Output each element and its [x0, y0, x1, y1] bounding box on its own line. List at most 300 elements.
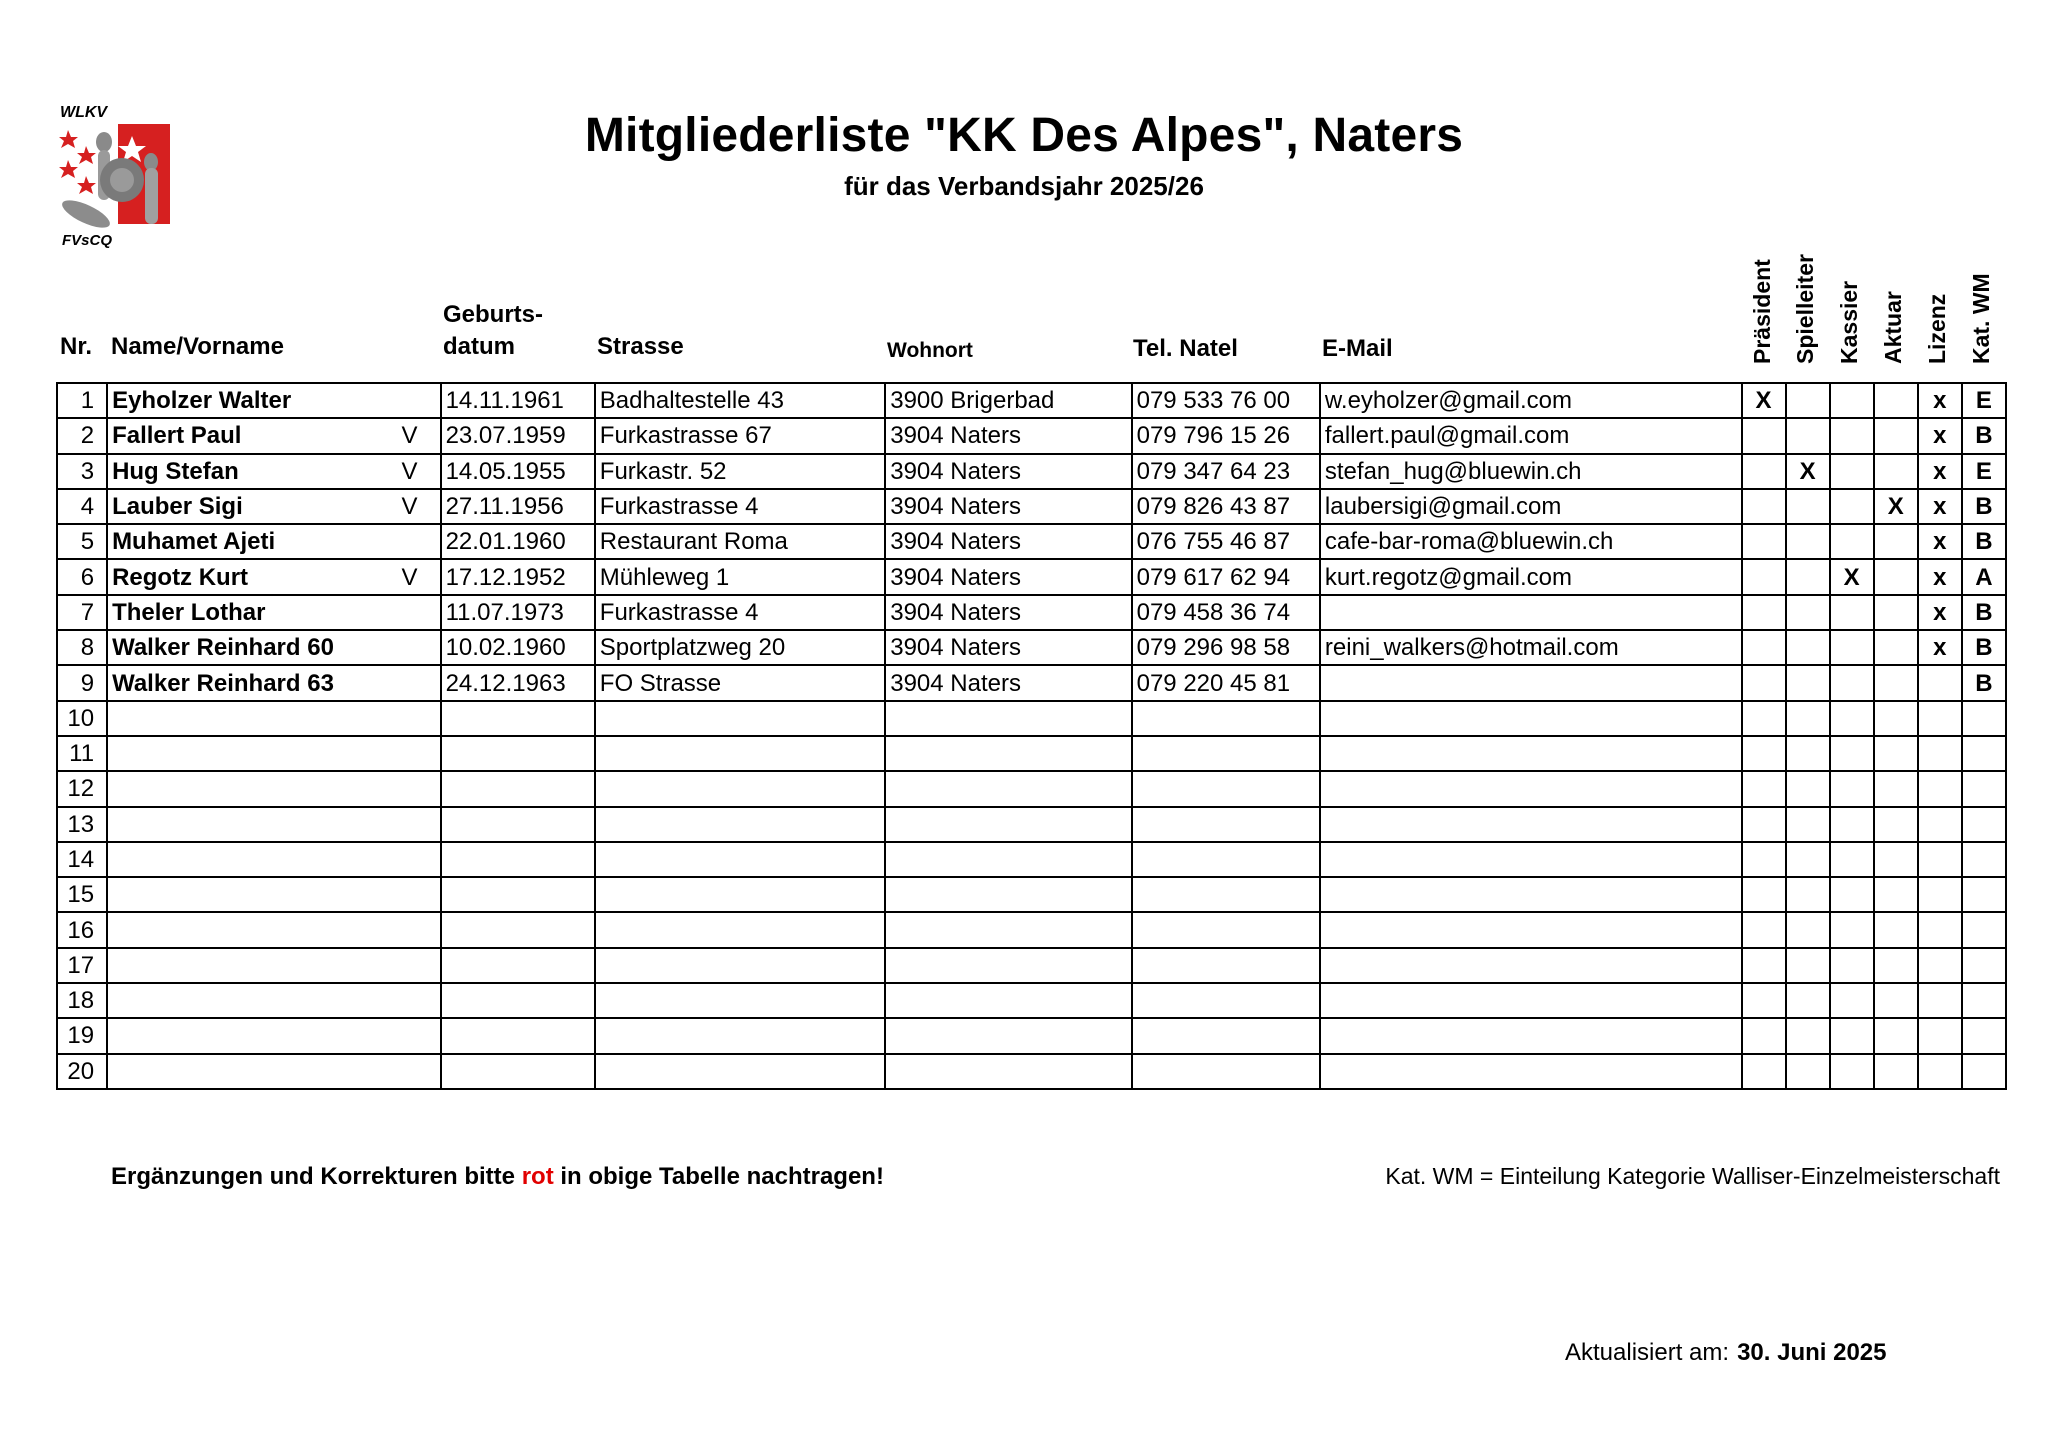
cell-praesident — [1742, 842, 1786, 877]
cell-spielleiter — [1786, 665, 1830, 700]
cell-strasse: Furkastrasse 4 — [595, 595, 885, 630]
cell-wohnort: 3904 Naters — [885, 559, 1131, 594]
cell-spielleiter — [1786, 912, 1830, 947]
cell-spielleiter — [1786, 418, 1830, 453]
table-row — [57, 1054, 2006, 1089]
cell-lizenz — [1918, 771, 1962, 806]
table-row — [57, 807, 2006, 842]
cell-wohnort — [885, 701, 1131, 736]
cell-aktuar — [1874, 807, 1918, 842]
cell-strasse — [595, 877, 885, 912]
cell-nr: 11 — [57, 736, 107, 771]
cell-aktuar: X — [1874, 489, 1918, 524]
cell-katwm — [1962, 1054, 2006, 1089]
cell-geburtsdatum: 11.07.1973 — [441, 595, 595, 630]
logo-top-text: WLKV — [60, 104, 108, 121]
cell-lizenz — [1918, 842, 1962, 877]
cell-lizenz — [1918, 736, 1962, 771]
member-name: Walker Reinhard 63 — [112, 669, 334, 697]
header-email: E-Mail — [1322, 335, 1393, 362]
cell-katwm — [1962, 948, 2006, 983]
cell-name — [107, 630, 441, 665]
cell-geburtsdatum: 17.12.1952 — [441, 559, 595, 594]
cell-kassier — [1830, 595, 1874, 630]
header-geburt-line1: Geburts- — [443, 301, 544, 328]
cell-geburtsdatum — [441, 842, 595, 877]
table-row — [57, 701, 2006, 736]
header-nr: Nr. — [60, 333, 93, 360]
cell-email — [1320, 1018, 1742, 1053]
cell-strasse: Furkastrasse 4 — [595, 489, 885, 524]
cell-email: reini_walkers@hotmail.com — [1320, 630, 1742, 665]
cell-katwm — [1962, 983, 2006, 1018]
table-row — [57, 771, 2006, 806]
cell-tel: 079 458 36 74 — [1132, 595, 1320, 630]
cell-email — [1320, 771, 1742, 806]
cell-nr: 15 — [57, 877, 107, 912]
header-strasse: Strasse — [597, 333, 684, 360]
cell-wohnort: 3904 Naters — [885, 665, 1131, 700]
table-row — [57, 1018, 2006, 1053]
cell-aktuar — [1874, 1018, 1918, 1053]
cell-geburtsdatum — [441, 701, 595, 736]
cell-tel — [1132, 701, 1320, 736]
cell-strasse — [595, 807, 885, 842]
cell-kassier — [1830, 807, 1874, 842]
cell-name — [107, 1054, 441, 1089]
cell-aktuar — [1874, 877, 1918, 912]
cell-nr: 5 — [57, 524, 107, 559]
cell-aktuar — [1874, 559, 1918, 594]
cell-lizenz — [1918, 948, 1962, 983]
cell-praesident — [1742, 418, 1786, 453]
cell-geburtsdatum — [441, 1054, 595, 1089]
cell-geburtsdatum: 14.05.1955 — [441, 454, 595, 489]
cell-tel — [1132, 1018, 1320, 1053]
cell-geburtsdatum: 22.01.1960 — [441, 524, 595, 559]
member-name: Muhamet Ajeti — [112, 528, 276, 556]
cell-praesident — [1742, 877, 1786, 912]
cell-strasse: Furkastr. 52 — [595, 454, 885, 489]
cell-name — [107, 842, 441, 877]
cell-spielleiter — [1786, 842, 1830, 877]
cell-strasse — [595, 771, 885, 806]
cell-email — [1320, 912, 1742, 947]
cell-email — [1320, 877, 1742, 912]
cell-lizenz — [1918, 1054, 1962, 1089]
cell-email — [1320, 1054, 1742, 1089]
cell-tel: 079 347 64 23 — [1132, 454, 1320, 489]
cell-wohnort — [885, 1054, 1131, 1089]
cell-tel: 079 533 76 00 — [1132, 383, 1320, 418]
cell-strasse: Restaurant Roma — [595, 524, 885, 559]
table-row — [57, 524, 2006, 559]
cell-lizenz: x — [1918, 630, 1962, 665]
cell-strasse: Furkastrasse 67 — [595, 418, 885, 453]
cell-lizenz: x — [1918, 418, 1962, 453]
cell-strasse — [595, 912, 885, 947]
cell-nr: 6 — [57, 559, 107, 594]
cell-spielleiter — [1786, 489, 1830, 524]
cell-katwm — [1962, 807, 2006, 842]
cell-tel: 079 617 62 94 — [1132, 559, 1320, 594]
page-title: Mitgliederliste "KK Des Alpes", Naters — [584, 109, 1464, 162]
kat-wm-legend: Kat. WM = Einteilung Kategorie Walliser-Einzelmeisterschaft — [1385, 1163, 2000, 1189]
table-row — [57, 383, 2006, 418]
cell-tel: 076 755 46 87 — [1132, 524, 1320, 559]
table-row — [57, 983, 2006, 1018]
updated-date: 30. Juni 2025 — [1737, 1339, 1887, 1366]
cell-tel: 079 796 15 26 — [1132, 418, 1320, 453]
cell-praesident — [1742, 630, 1786, 665]
cell-name — [107, 1018, 441, 1053]
cell-lizenz: x — [1918, 489, 1962, 524]
cell-spielleiter — [1786, 595, 1830, 630]
header-tel: Tel. Natel — [1133, 335, 1238, 362]
cell-aktuar — [1874, 418, 1918, 453]
cell-spielleiter — [1786, 877, 1830, 912]
cell-email — [1320, 701, 1742, 736]
member-name: Lauber Sigi — [112, 493, 243, 521]
cell-wohnort: 3904 Naters — [885, 630, 1131, 665]
cell-aktuar — [1874, 524, 1918, 559]
cell-nr: 10 — [57, 701, 107, 736]
cell-nr: 8 — [57, 630, 107, 665]
cell-wohnort — [885, 948, 1131, 983]
vorstand-marker: V — [401, 493, 418, 521]
cell-spielleiter — [1786, 807, 1830, 842]
cell-geburtsdatum — [441, 771, 595, 806]
cell-aktuar — [1874, 630, 1918, 665]
cell-tel — [1132, 842, 1320, 877]
cell-email — [1320, 948, 1742, 983]
cell-praesident: X — [1742, 383, 1786, 418]
cell-tel — [1132, 877, 1320, 912]
cell-spielleiter — [1786, 771, 1830, 806]
table-row — [57, 489, 2006, 524]
cell-spielleiter — [1786, 559, 1830, 594]
cell-wohnort: 3904 Naters — [885, 524, 1131, 559]
cell-nr: 17 — [57, 948, 107, 983]
cell-geburtsdatum — [441, 736, 595, 771]
cell-strasse — [595, 842, 885, 877]
cell-name — [107, 807, 441, 842]
cell-geburtsdatum — [441, 983, 595, 1018]
cell-aktuar — [1874, 1054, 1918, 1089]
cell-tel — [1132, 1054, 1320, 1089]
cell-praesident — [1742, 807, 1786, 842]
cell-kassier — [1830, 1018, 1874, 1053]
member-name: Walker Reinhard 60 — [112, 634, 334, 662]
cell-praesident — [1742, 524, 1786, 559]
header-geburt-line2: datum — [443, 333, 515, 360]
cell-katwm — [1962, 1018, 2006, 1053]
cell-name — [107, 665, 441, 700]
cell-kassier — [1830, 489, 1874, 524]
cell-name — [107, 771, 441, 806]
cell-strasse: Badhaltestelle 43 — [595, 383, 885, 418]
cell-kassier — [1830, 1054, 1874, 1089]
cell-tel — [1132, 807, 1320, 842]
cell-katwm — [1962, 736, 2006, 771]
cell-wohnort — [885, 736, 1131, 771]
cell-lizenz: x — [1918, 524, 1962, 559]
cell-kassier — [1830, 771, 1874, 806]
cell-praesident — [1742, 948, 1786, 983]
cell-katwm: E — [1962, 383, 2006, 418]
cell-spielleiter: X — [1786, 454, 1830, 489]
cell-spielleiter — [1786, 701, 1830, 736]
cell-aktuar — [1874, 454, 1918, 489]
cell-name — [107, 489, 441, 524]
cell-aktuar — [1874, 383, 1918, 418]
logo-bottom-text: FVsCQ — [62, 232, 113, 249]
cell-strasse — [595, 948, 885, 983]
cell-lizenz — [1918, 807, 1962, 842]
cell-wohnort — [885, 771, 1131, 806]
page-subtitle: für das Verbandsjahr 2025/26 — [844, 171, 1204, 201]
correction-note-end: in obige Tabelle nachtragen! — [553, 1163, 884, 1190]
cell-aktuar — [1874, 983, 1918, 1018]
cell-katwm: B — [1962, 665, 2006, 700]
cell-praesident — [1742, 983, 1786, 1018]
cell-geburtsdatum: 27.11.1956 — [441, 489, 595, 524]
cell-name — [107, 595, 441, 630]
cell-nr: 14 — [57, 842, 107, 877]
cell-geburtsdatum — [441, 912, 595, 947]
cell-wohnort: 3900 Brigerbad — [885, 383, 1131, 418]
vorstand-marker: V — [401, 422, 418, 450]
correction-note-start: Ergänzungen und Korrekturen bitte — [111, 1163, 522, 1190]
cell-name — [107, 912, 441, 947]
cell-lizenz — [1918, 877, 1962, 912]
cell-spielleiter — [1786, 524, 1830, 559]
cell-name — [107, 736, 441, 771]
cell-katwm: B — [1962, 524, 2006, 559]
vorstand-marker: V — [401, 563, 418, 591]
member-name: Theler Lothar — [112, 598, 266, 626]
cell-aktuar — [1874, 771, 1918, 806]
header-praesident: Präsident — [1749, 259, 1775, 364]
cell-lizenz: x — [1918, 383, 1962, 418]
table-row — [57, 877, 2006, 912]
cell-nr: 18 — [57, 983, 107, 1018]
updated-label: Aktualisiert am: — [1565, 1339, 1730, 1366]
cell-tel — [1132, 771, 1320, 806]
cell-lizenz: x — [1918, 595, 1962, 630]
cell-wohnort: 3904 Naters — [885, 489, 1131, 524]
cell-wohnort — [885, 877, 1131, 912]
cell-praesident — [1742, 701, 1786, 736]
cell-katwm — [1962, 877, 2006, 912]
cell-nr: 16 — [57, 912, 107, 947]
cell-email — [1320, 595, 1742, 630]
cell-nr: 7 — [57, 595, 107, 630]
header-name: Name/Vorname — [111, 333, 284, 360]
cell-tel — [1132, 736, 1320, 771]
cell-strasse — [595, 701, 885, 736]
cell-strasse: Sportplatzweg 20 — [595, 630, 885, 665]
table-row — [57, 454, 2006, 489]
cell-tel — [1132, 948, 1320, 983]
cell-aktuar — [1874, 948, 1918, 983]
cell-name — [107, 948, 441, 983]
cell-spielleiter — [1786, 1054, 1830, 1089]
cell-kassier — [1830, 948, 1874, 983]
cell-praesident — [1742, 1018, 1786, 1053]
cell-kassier — [1830, 877, 1874, 912]
cell-email: fallert.paul@gmail.com — [1320, 418, 1742, 453]
cell-wohnort: 3904 Naters — [885, 595, 1131, 630]
cell-katwm: B — [1962, 630, 2006, 665]
member-name: Fallert Paul — [112, 422, 242, 450]
cell-email: stefan_hug@bluewin.ch — [1320, 454, 1742, 489]
cell-name — [107, 983, 441, 1018]
cell-kassier — [1830, 983, 1874, 1018]
cell-katwm: B — [1962, 418, 2006, 453]
cell-praesident — [1742, 559, 1786, 594]
cell-name — [107, 877, 441, 912]
cell-geburtsdatum: 24.12.1963 — [441, 665, 595, 700]
cell-praesident — [1742, 489, 1786, 524]
cell-katwm: B — [1962, 595, 2006, 630]
cell-katwm — [1962, 771, 2006, 806]
cell-spielleiter — [1786, 983, 1830, 1018]
header-spielleiter: Spielleiter — [1792, 254, 1818, 364]
cell-praesident — [1742, 454, 1786, 489]
cell-kassier — [1830, 524, 1874, 559]
cell-katwm: B — [1962, 489, 2006, 524]
cell-wohnort — [885, 912, 1131, 947]
cell-geburtsdatum: 23.07.1959 — [441, 418, 595, 453]
cell-nr: 9 — [57, 665, 107, 700]
header-kassier: Kassier — [1836, 280, 1862, 364]
cell-name — [107, 383, 441, 418]
cell-email: laubersigi@gmail.com — [1320, 489, 1742, 524]
cell-geburtsdatum: 10.02.1960 — [441, 630, 595, 665]
cell-wohnort — [885, 983, 1131, 1018]
cell-email: kurt.regotz@gmail.com — [1320, 559, 1742, 594]
cell-wohnort — [885, 807, 1131, 842]
cell-lizenz — [1918, 701, 1962, 736]
cell-nr: 2 — [57, 418, 107, 453]
cell-kassier — [1830, 418, 1874, 453]
cell-spielleiter — [1786, 736, 1830, 771]
correction-note — [111, 1163, 884, 1191]
cell-tel: 079 826 43 87 — [1132, 489, 1320, 524]
cell-nr: 12 — [57, 771, 107, 806]
cell-strasse: Mühleweg 1 — [595, 559, 885, 594]
cell-lizenz — [1918, 983, 1962, 1018]
table-row — [57, 595, 2006, 630]
cell-lizenz — [1918, 1018, 1962, 1053]
cell-wohnort: 3904 Naters — [885, 418, 1131, 453]
cell-email — [1320, 842, 1742, 877]
member-name: Hug Stefan — [112, 457, 239, 485]
cell-aktuar — [1874, 701, 1918, 736]
cell-katwm — [1962, 912, 2006, 947]
cell-geburtsdatum — [441, 877, 595, 912]
cell-kassier — [1830, 701, 1874, 736]
cell-name — [107, 559, 441, 594]
cell-kassier — [1830, 842, 1874, 877]
cell-tel — [1132, 912, 1320, 947]
updated-line — [1565, 1339, 1887, 1367]
table-row — [57, 559, 2006, 594]
cell-nr: 1 — [57, 383, 107, 418]
cell-aktuar — [1874, 595, 1918, 630]
cell-strasse — [595, 736, 885, 771]
cell-lizenz: x — [1918, 454, 1962, 489]
table-row — [57, 630, 2006, 665]
cell-geburtsdatum — [441, 1018, 595, 1053]
cell-geburtsdatum — [441, 807, 595, 842]
members-table — [56, 382, 2007, 1090]
cell-lizenz — [1918, 912, 1962, 947]
cell-nr: 20 — [57, 1054, 107, 1089]
cell-geburtsdatum — [441, 948, 595, 983]
cell-katwm: A — [1962, 559, 2006, 594]
vorstand-marker: V — [401, 457, 418, 485]
cell-tel: 079 220 45 81 — [1132, 665, 1320, 700]
cell-katwm — [1962, 701, 2006, 736]
cell-kassier — [1830, 454, 1874, 489]
cell-aktuar — [1874, 665, 1918, 700]
table-row — [57, 842, 2006, 877]
cell-aktuar — [1874, 912, 1918, 947]
cell-praesident — [1742, 771, 1786, 806]
cell-strasse — [595, 1054, 885, 1089]
table-row — [57, 665, 2006, 700]
cell-wohnort — [885, 1018, 1131, 1053]
cell-email — [1320, 736, 1742, 771]
cell-aktuar — [1874, 842, 1918, 877]
cell-aktuar — [1874, 736, 1918, 771]
cell-strasse: FO Strasse — [595, 665, 885, 700]
header-aktuar: Aktuar — [1880, 291, 1906, 364]
header-katwm: Kat. WM — [1968, 273, 1994, 364]
member-name: Regotz Kurt — [112, 563, 249, 591]
cell-kassier — [1830, 665, 1874, 700]
cell-strasse — [595, 1018, 885, 1053]
cell-name — [107, 454, 441, 489]
cell-praesident — [1742, 736, 1786, 771]
cell-name — [107, 701, 441, 736]
table-row — [57, 418, 2006, 453]
cell-nr: 3 — [57, 454, 107, 489]
table-row — [57, 912, 2006, 947]
cell-kassier — [1830, 630, 1874, 665]
cell-name — [107, 524, 441, 559]
cell-geburtsdatum: 14.11.1961 — [441, 383, 595, 418]
cell-katwm — [1962, 842, 2006, 877]
cell-kassier — [1830, 912, 1874, 947]
cell-tel — [1132, 983, 1320, 1018]
table-row — [57, 948, 2006, 983]
cell-email: cafe-bar-roma@bluewin.ch — [1320, 524, 1742, 559]
cell-nr: 13 — [57, 807, 107, 842]
cell-kassier — [1830, 383, 1874, 418]
cell-tel: 079 296 98 58 — [1132, 630, 1320, 665]
cell-lizenz — [1918, 665, 1962, 700]
cell-nr: 4 — [57, 489, 107, 524]
cell-praesident — [1742, 665, 1786, 700]
cell-kassier: X — [1830, 559, 1874, 594]
member-name: Eyholzer Walter — [112, 387, 292, 415]
cell-spielleiter — [1786, 383, 1830, 418]
cell-wohnort — [885, 842, 1131, 877]
header-lizenz: Lizenz — [1924, 293, 1950, 364]
